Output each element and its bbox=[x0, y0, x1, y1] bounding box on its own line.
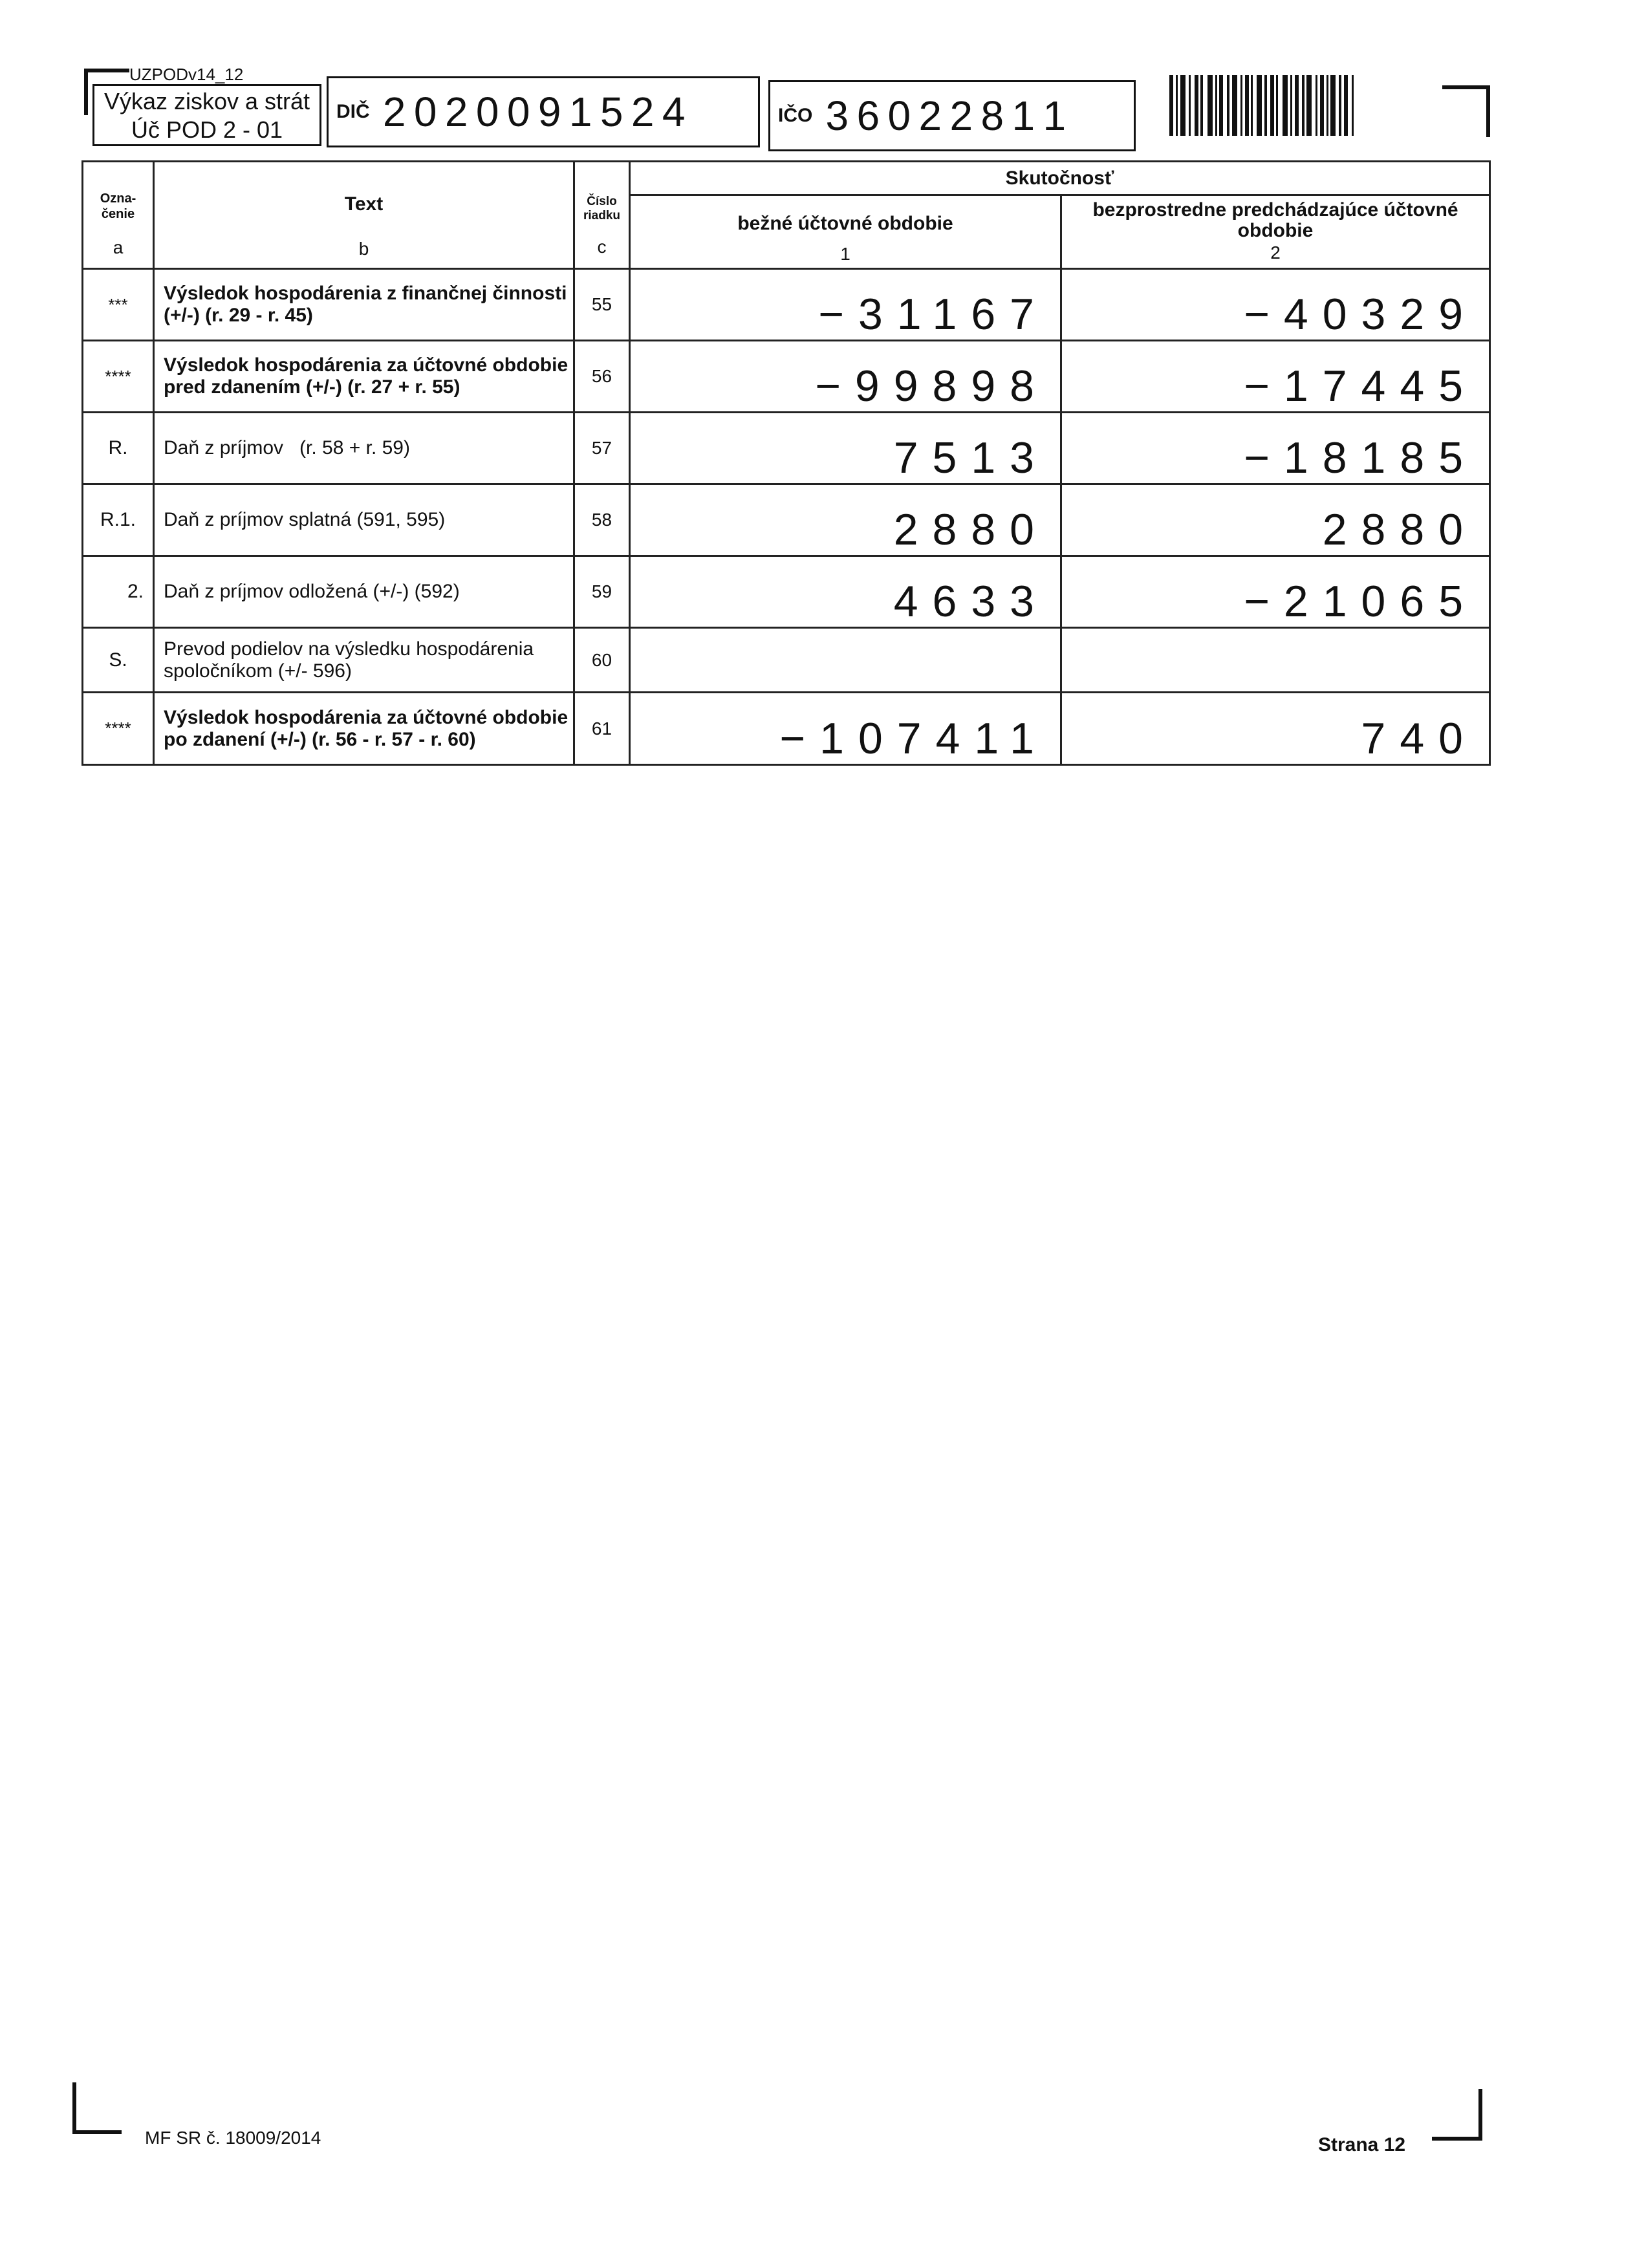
table-row bbox=[83, 269, 1490, 341]
col-header-mark bbox=[83, 162, 154, 269]
col-header-previous-sub: 2 bbox=[1270, 243, 1281, 263]
dic-label: DIČ bbox=[336, 101, 370, 122]
row-number: 58 bbox=[574, 484, 630, 556]
col-header-current bbox=[630, 195, 1061, 269]
value-current: −31167 bbox=[630, 269, 1061, 341]
row-mark: S. bbox=[83, 628, 154, 693]
ico-digit: 1 bbox=[1043, 92, 1067, 139]
value-current: 4633 bbox=[630, 556, 1061, 628]
form-title-box bbox=[92, 84, 321, 146]
dic-digit: 0 bbox=[475, 89, 499, 135]
table-row bbox=[83, 484, 1490, 556]
row-text: Daň z príjmov odložená (+/-) (592) bbox=[154, 556, 574, 628]
dic-digit: 2 bbox=[444, 89, 468, 135]
corner-mark-top-right bbox=[1486, 85, 1490, 137]
row-number: 60 bbox=[574, 628, 630, 693]
dic-digit: 9 bbox=[537, 89, 561, 135]
row-text: Výsledok hospodárenia z finančnej činnosti (+/-) (r. 29 - r. 45) bbox=[154, 269, 574, 341]
table-row bbox=[83, 413, 1490, 484]
value-previous bbox=[1061, 628, 1490, 693]
row-number: 59 bbox=[574, 556, 630, 628]
row-text: Daň z príjmov splatná (591, 595) bbox=[154, 484, 574, 556]
table-row bbox=[83, 693, 1490, 765]
corner-mark-bottom-left bbox=[72, 2082, 76, 2134]
row-mark: **** bbox=[83, 693, 154, 765]
value-previous: −40329 bbox=[1061, 269, 1490, 341]
row-number: 57 bbox=[574, 413, 630, 484]
col-header-row bbox=[574, 162, 630, 269]
value-current bbox=[630, 628, 1061, 693]
col-header-text-sub: b bbox=[358, 239, 369, 259]
col-header-previous bbox=[1061, 195, 1490, 269]
row-text: Výsledok hospodárenia za účtovné obdobie po zdanení (+/-) (r. 56 - r. 57 - r. 60) bbox=[154, 693, 574, 765]
dic-digits bbox=[379, 88, 689, 136]
corner-mark-top-left bbox=[84, 69, 88, 115]
form-subtitle: Úč POD 2 - 01 bbox=[131, 116, 283, 143]
value-current: −107411 bbox=[630, 693, 1061, 765]
row-text: Prevod podielov na výsledku hospodárenia spoločníkom (+/- 596) bbox=[154, 628, 574, 693]
row-text: Daň z príjmov (r. 58 + r. 59) bbox=[154, 413, 574, 484]
row-mark: *** bbox=[83, 269, 154, 341]
value-current: −99898 bbox=[630, 341, 1061, 413]
table-row bbox=[83, 341, 1490, 413]
corner-mark-bottom-right bbox=[1432, 2137, 1482, 2141]
col-header-text bbox=[154, 162, 574, 269]
col-header-current-label: bežné účtovné obdobie bbox=[737, 213, 953, 234]
ico-digit: 6 bbox=[856, 92, 880, 139]
dic-digit: 2 bbox=[631, 89, 655, 135]
corner-mark-bottom-right bbox=[1478, 2089, 1482, 2141]
row-mark: **** bbox=[83, 341, 154, 413]
ico-digit: 2 bbox=[949, 92, 973, 139]
dic-digit: 1 bbox=[568, 89, 592, 135]
ico-digit: 8 bbox=[980, 92, 1004, 139]
corner-mark-top-left bbox=[84, 69, 129, 72]
page-number: Strana 12 bbox=[1318, 2134, 1406, 2155]
form-code: UZPODv14_12 bbox=[129, 65, 244, 84]
row-number: 56 bbox=[574, 341, 630, 413]
col-header-row-sub: c bbox=[597, 237, 607, 257]
form-title: Výkaz ziskov a strát bbox=[103, 88, 310, 114]
table-row bbox=[83, 556, 1490, 628]
value-previous: −21065 bbox=[1061, 556, 1490, 628]
ico-digit: 0 bbox=[887, 92, 911, 139]
ico-digits bbox=[821, 92, 1070, 140]
value-current: 2880 bbox=[630, 484, 1061, 556]
dic-digit: 0 bbox=[506, 89, 530, 135]
ico-digit: 1 bbox=[1012, 92, 1035, 139]
col-header-previous-label: bezprostredne predchádzajúce účtovné obdobie bbox=[1092, 199, 1458, 241]
col-header-mark-label: Ozna- čenie bbox=[100, 191, 136, 221]
ico-label: IČO bbox=[778, 105, 813, 126]
row-mark: R. bbox=[83, 413, 154, 484]
col-header-row-label: Číslo riadku bbox=[583, 195, 621, 222]
corner-mark-top-right bbox=[1442, 85, 1490, 89]
value-current: 7513 bbox=[630, 413, 1061, 484]
dic-digit: 2 bbox=[382, 89, 406, 135]
profit-loss-table bbox=[81, 160, 1491, 766]
row-text: Výsledok hospodárenia za účtovné obdobie pred zdanením (+/-) (r. 27 + r. 55) bbox=[154, 341, 574, 413]
ico-digit: 2 bbox=[918, 92, 942, 139]
dic-digit: 0 bbox=[413, 89, 437, 135]
row-number: 55 bbox=[574, 269, 630, 341]
row-mark: R.1. bbox=[83, 484, 154, 556]
ministry-reference: MF SR č. 18009/2014 bbox=[145, 2128, 321, 2148]
row-number: 61 bbox=[574, 693, 630, 765]
col-header-current-sub: 1 bbox=[840, 244, 850, 264]
dic-digit: 5 bbox=[600, 89, 623, 135]
value-previous: −17445 bbox=[1061, 341, 1490, 413]
ico-digit: 3 bbox=[825, 92, 849, 139]
value-previous: −18185 bbox=[1061, 413, 1490, 484]
col-header-mark-sub: a bbox=[113, 237, 124, 257]
barcode bbox=[1169, 75, 1400, 136]
col-header-text-label: Text bbox=[344, 193, 384, 215]
value-previous: 740 bbox=[1061, 693, 1490, 765]
col-header-group: Skutočnosť bbox=[630, 162, 1490, 195]
row-mark: 2. bbox=[83, 556, 154, 628]
dic-digit: 4 bbox=[662, 89, 686, 135]
table-row bbox=[83, 628, 1490, 693]
value-previous: 2880 bbox=[1061, 484, 1490, 556]
corner-mark-bottom-left bbox=[72, 2130, 122, 2134]
ico-box bbox=[768, 80, 1136, 151]
dic-box bbox=[327, 76, 760, 147]
